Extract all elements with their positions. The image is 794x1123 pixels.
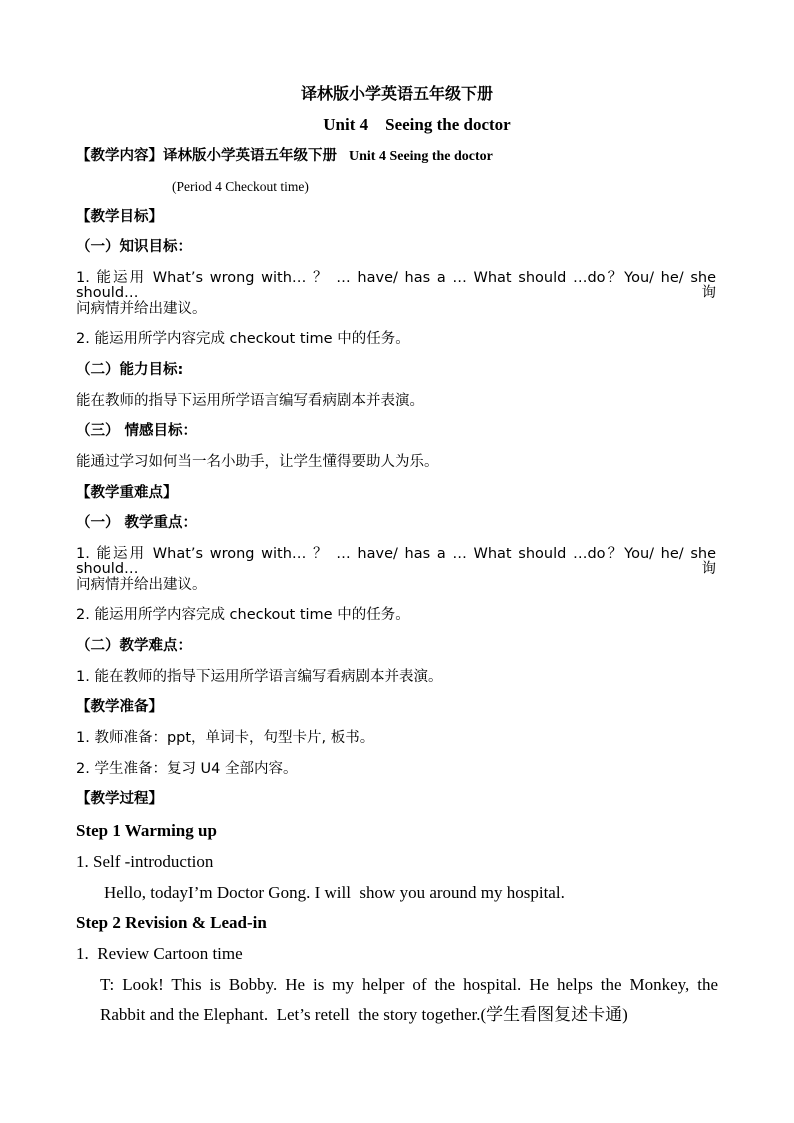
- step-2-sub-1: 1. Review Cartoon time: [76, 944, 243, 963]
- difficulty-item-1: 1. 能在教师的指导下运用所学语言编写看病剧本并表演。: [76, 669, 443, 685]
- knowledge-item-1-cont: 问病情并给出建议。: [76, 301, 207, 317]
- period-note: (Period 4 Checkout time): [172, 179, 309, 194]
- preparation-item-2: 2. 学生准备：复习 U4 全部内容。: [76, 761, 298, 777]
- focus-item-2: 2. 能运用所学内容完成 checkout time 中的任务。: [76, 607, 410, 623]
- focus-item-1-cont: 问病情并给出建议。: [76, 577, 207, 593]
- focus-heading: （一） 教学重点：: [76, 515, 198, 531]
- emotion-heading: （三） 情感目标：: [76, 423, 198, 439]
- step-2-line-1: T: Look! This is Bobby. He is my helper of the hospital. He helps the Monkey, the: [100, 975, 718, 994]
- ability-heading: （二）能力目标:: [76, 362, 184, 378]
- key-points-heading: 【教学重难点】: [76, 485, 178, 501]
- knowledge-item-1: 1. 能运用 What’s wrong with… ？ … have/ has a … What should …do？You/ he/ she should… 询: [76, 270, 716, 301]
- step-1-text: Hello, todayI’m Doctor Gong. I will show you around my hospital.: [104, 883, 565, 902]
- content-value: Unit 4 Seeing the doctor: [349, 149, 493, 164]
- teaching-content: [76, 148, 493, 164]
- focus-item-1: 1. 能运用 What’s wrong with… ？ … have/ has a … What should …do？You/ he/ she should… 询: [76, 546, 716, 577]
- knowledge-heading: （一）知识目标：: [76, 239, 192, 255]
- preparation-heading: 【教学准备】: [76, 699, 163, 715]
- step-1-heading: Step 1 Warming up: [76, 821, 217, 840]
- step-1-sub-1: 1. Self -introduction: [76, 852, 214, 871]
- preparation-item-1: 1. 教师准备：ppt，单词卡，句型卡片, 板书。: [76, 730, 375, 746]
- content-label: 【教学内容】译林版小学英语五年级下册: [76, 148, 337, 164]
- objectives-heading: 【教学目标】: [76, 209, 163, 225]
- knowledge-item-2: 2. 能运用所学内容完成 checkout time 中的任务。: [76, 331, 410, 347]
- step-2-heading: Step 2 Revision & Lead-in: [76, 913, 267, 932]
- document-title: 译林版小学英语五年级下册: [300, 84, 493, 103]
- unit-title: Unit 4 Seeing the doctor: [323, 115, 511, 134]
- ability-text: 能在教师的指导下运用所学语言编写看病剧本并表演。: [76, 393, 424, 409]
- process-heading: 【教学过程】: [76, 791, 163, 807]
- difficulty-heading: （二）教学难点：: [76, 638, 192, 654]
- emotion-text: 能通过学习如何当一名小助手，让学生懂得要助人为乐。: [76, 454, 439, 470]
- step-2-line-2: Rabbit and the Elephant. Let’s retell the story together.(学生看图复述卡通): [100, 1005, 628, 1024]
